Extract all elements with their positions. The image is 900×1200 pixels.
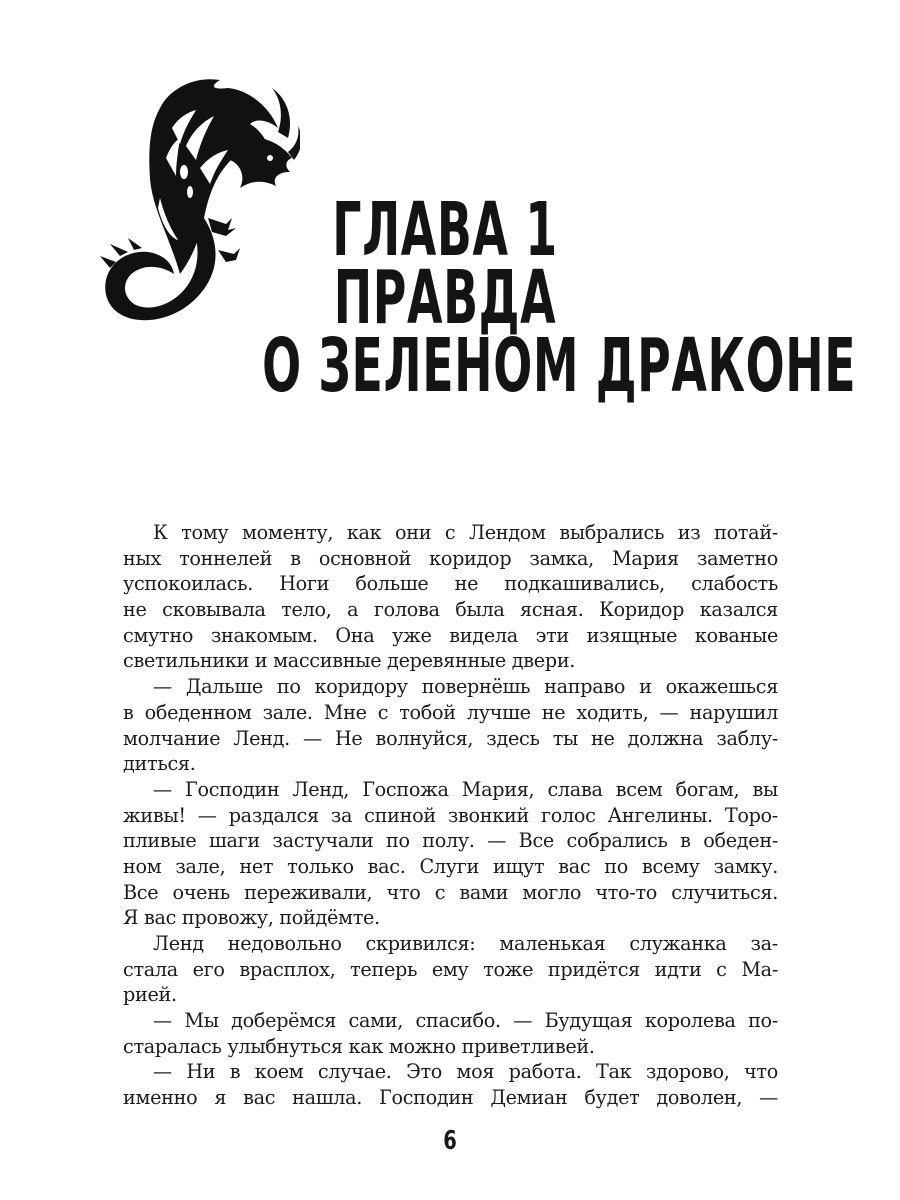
text-line: старалась улыбнуться как можно приветливей. <box>123 1034 595 1058</box>
text-line: молчание Ленд. — Не волнуйся, здесь ты не должна заблу- <box>123 726 778 750</box>
chapter-number: ГЛАВА 1 <box>332 187 558 273</box>
chapter-title <box>262 187 857 409</box>
chapter-title-line-1: ПРАВДА <box>333 255 557 341</box>
text-line: стала его врасплох, теперь ему тоже придётся идти с Ма- <box>123 957 778 981</box>
text-line: К тому моменту, как они с Лендом выбрались из потай- <box>153 521 778 544</box>
text-line: — Ни в коем случае. Это моя работа. Так здорово, что <box>153 1060 778 1084</box>
chapter-title-line-2: О ЗЕЛЕНОМ ДРАКОНЕ <box>262 323 857 409</box>
text-line: смутно знакомым. Она уже видела эти изящные кованые <box>123 623 778 647</box>
text-line: рией. <box>123 983 177 1007</box>
text-line: Ленд недовольно скривился: маленькая служанка за- <box>153 932 778 955</box>
text-line: — Мы доберёмся сами, спасибо. — Будущая королева по- <box>153 1009 778 1033</box>
text-line: живы! — раздался за спиной звонкий голос Ангелины. Торо- <box>123 803 778 827</box>
text-line: диться. <box>123 752 196 776</box>
text-line: в обеденном зале. Мне с тобой лучше не ходить, — нарушил <box>123 700 778 724</box>
text-line: Я вас провожу, пойдёмте. <box>123 906 380 930</box>
text-line: не сковывала тело, а голова была ясная. Коридор казался <box>123 598 778 622</box>
text-line: именно я вас нашла. Господин Демиан будет доволен, — <box>123 1086 778 1110</box>
text-line: — Дальше по коридору повернёшь направо и окажешься <box>153 675 778 699</box>
text-line: Все очень переживали, что с вами могло что-то случиться. <box>123 880 778 904</box>
text-line: ных тоннелей в основной коридор замка, Мария заметно <box>123 546 778 570</box>
text-line: успокоилась. Ноги больше не подкашивались, слабость <box>123 572 778 596</box>
text-line: ном зале, нет только вас. Слуги ищут вас по всему замку. <box>123 854 778 878</box>
body-text <box>123 520 778 1111</box>
text-line: светильники и массивные деревянные двери. <box>123 649 576 673</box>
page-number: 6 <box>443 1126 457 1156</box>
text-line: — Господин Ленд, Госпожа Мария, слава всем богам, вы <box>153 777 778 801</box>
text-line: пливые шаги застучали по полу. — Все собрались в обеден- <box>123 829 778 853</box>
